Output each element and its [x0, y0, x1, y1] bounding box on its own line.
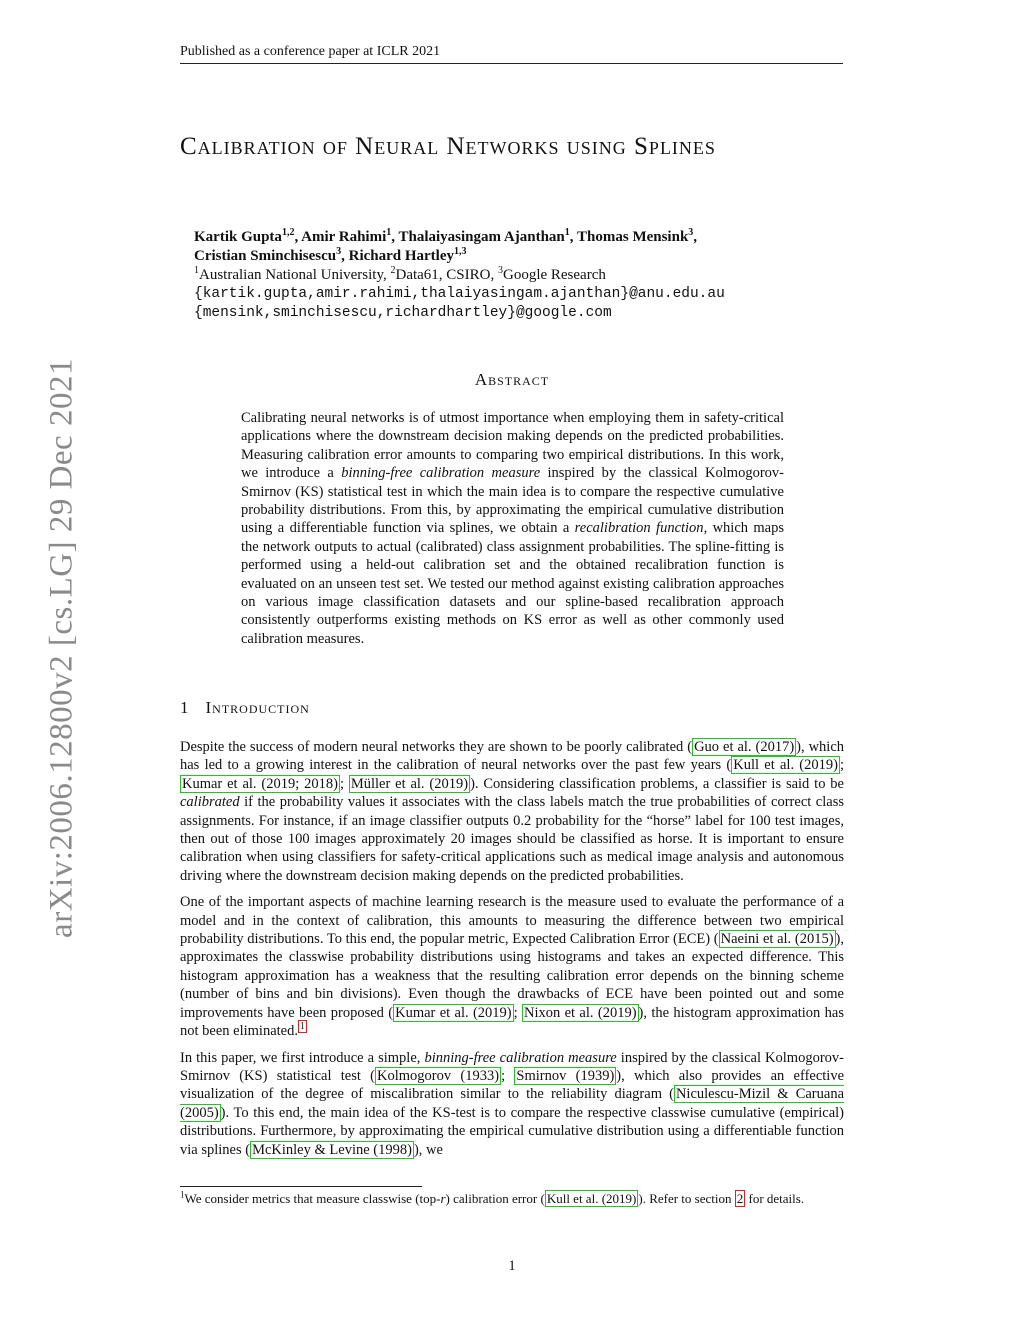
citation-link[interactable]: Kumar et al. (2019)	[395, 1004, 512, 1021]
citation-link[interactable]: Naeini et al. (2015)	[720, 931, 834, 948]
citation-link[interactable]: Guo et al. (2017)	[694, 739, 795, 755]
author-names: Kartik Gupta$^{1,2}$, Amir Rahimi$^1$, Thalaiyasingam Ajanthan$^1$, Thomas Mensink$^3$, Cristian Sminchisescu$^3$, Richard Hartley$^{1,3}$	[194, 227, 698, 264]
footnote-divider	[180, 1186, 422, 1187]
citation-link[interactable]: Nixon et al. (2019)	[524, 1004, 637, 1021]
section-link[interactable]: 2	[736, 1191, 744, 1206]
citation-link[interactable]: Smirnov (1939)	[516, 1067, 615, 1084]
citation-link[interactable]: Niculescu-Mizil & Caruana (2005)	[180, 1086, 845, 1121]
section-heading-introduction: 1 Introduction	[180, 698, 310, 717]
citation-link[interactable]: Müller et al. (2019)	[350, 775, 469, 792]
author-block	[194, 228, 834, 323]
arxiv-identifier: arXiv:2006.12800v2 [cs.LG] 29 Dec 2021	[43, 358, 80, 938]
paper-title: Calibration of Neural Networks using Splines	[180, 133, 716, 160]
abstract-text: Calibrating neural networks is of utmost importance when employing them in safety-critical applications where the downstream decision making depends on the predicted probabilities. Measuring calibration error amounts to comparing two empirical distributions. In this work, we introduce a binning-free calibration measure inspired by the classical Kolmogorov-Smirnov (KS) statistical test in which the main idea is to compare the respective cumulative probability distributions. From this, by approximating the empirical cumulative distribution using a differentiable function via splines, we obtain a recalibration function, which maps the network outputs to actual (calibrated) class assignment probabilities. The spline-fitting is performed using a held-out calibration set and the obtained recalibration function is evaluated on an unseen test set. We tested our method against existing calibration approaches on various image classification datasets and our spline-based recalibration approach consistently outperforms existing methods on KS error as well as other commonly used calibration measures.	[241, 410, 784, 647]
citation-link[interactable]: Kolmogorov (1933)	[377, 1067, 500, 1084]
page-number: 1	[508, 1258, 516, 1274]
citation-link[interactable]: Kumar et al. (2019; 2018)	[182, 775, 338, 792]
citation-link[interactable]: Kull et al. (2019)	[733, 757, 838, 774]
footnote-link[interactable]: 1	[299, 1021, 305, 1033]
abstract-heading: Abstract	[474, 370, 550, 389]
citation-link[interactable]: McKinley & Levine (1998)	[252, 1141, 412, 1158]
citation-link[interactable]: Kull et al. (2019)	[546, 1191, 637, 1206]
email-line-1: {kartik.gupta,amir.rahimi,thalaiyasingam.ajanthan}@anu.edu.au	[194, 286, 725, 302]
running-header: Published as a conference paper at ICLR 2021	[180, 44, 843, 64]
email-line-2: {mensink,sminchisescu,richardhartley}@google.com	[194, 305, 612, 321]
introduction-body	[180, 738, 844, 1167]
paragraph: One of the important aspects of machine learning research is the measure used to evaluate the performance of a model and in the context of calibration, this amounts to measuring the difference between two empirical probability distributions. To this end, the popular metric, Expected Calibration Error (ECE) ( Naeini et al. (2015) ), approximates the classwise probability distributions using histograms and takes an expected difference. This histogram approximation has a weakness that the resulting calibration error depends on the binning scheme (number of bins and bin divisions). Even though the drawbacks of ECE have been pointed out and some improvements have been proposed ( Kumar et al. (2019) ; Nixon et al. (2019) ), the histogram approximation has not been eliminated. $^1$	[180, 894, 844, 1040]
footnote: $^1$We consider metrics that measure classwise (top-r) calibration error ( Kull et al. (2019) ). Refer to section 2 for details.	[180, 1189, 805, 1206]
affiliations: $^1$Australian National University, $^2$Data61, CSIRO, $^3$Google Research	[194, 265, 606, 283]
paragraph: In this paper, we first introduce a simple, binning-free calibration measure inspired by the classical Kolmogorov-Smirnov (KS) statistical test ( Kolmogorov (1933) ; Smirnov (1939) ), which also provides an effective visualization of the degree of miscalibration similar to the reliability diagram ( Niculescu-Mizil & Caruana (2005) ). To this end, the main idea of the KS-test is to compare the respective classwise cumulative (empirical) distributions. Furthermore, by approximating the empirical cumulative distribution using a differentiable function via splines ( McKinley & Levine (1998) ), we	[180, 1049, 845, 1158]
paragraph: Despite the success of modern neural networks they are shown to be poorly calibrated ( Guo et al. (2017) ), which has led to a growing interest in the calibration of neural networks over the past few years ( Kull et al. (2019) ; Kumar et al. (2019; 2018) ; Müller et al. (2019) ). Considering classification problems, a classifier is said to be calibrated if the probability values it associates with the class labels match the true probabilities of correct class assignments. For instance, if an image classifier outputs 0.2 probability for the “horse” label for 100 test images, then out of those 100 images approximately 20 images should be classified as horse. It is important to ensure calibration when using classifiers for safety-critical applications such as medical image analysis and autonomous driving where the downstream decision making depends on the predicted probabilities.	[180, 739, 845, 884]
